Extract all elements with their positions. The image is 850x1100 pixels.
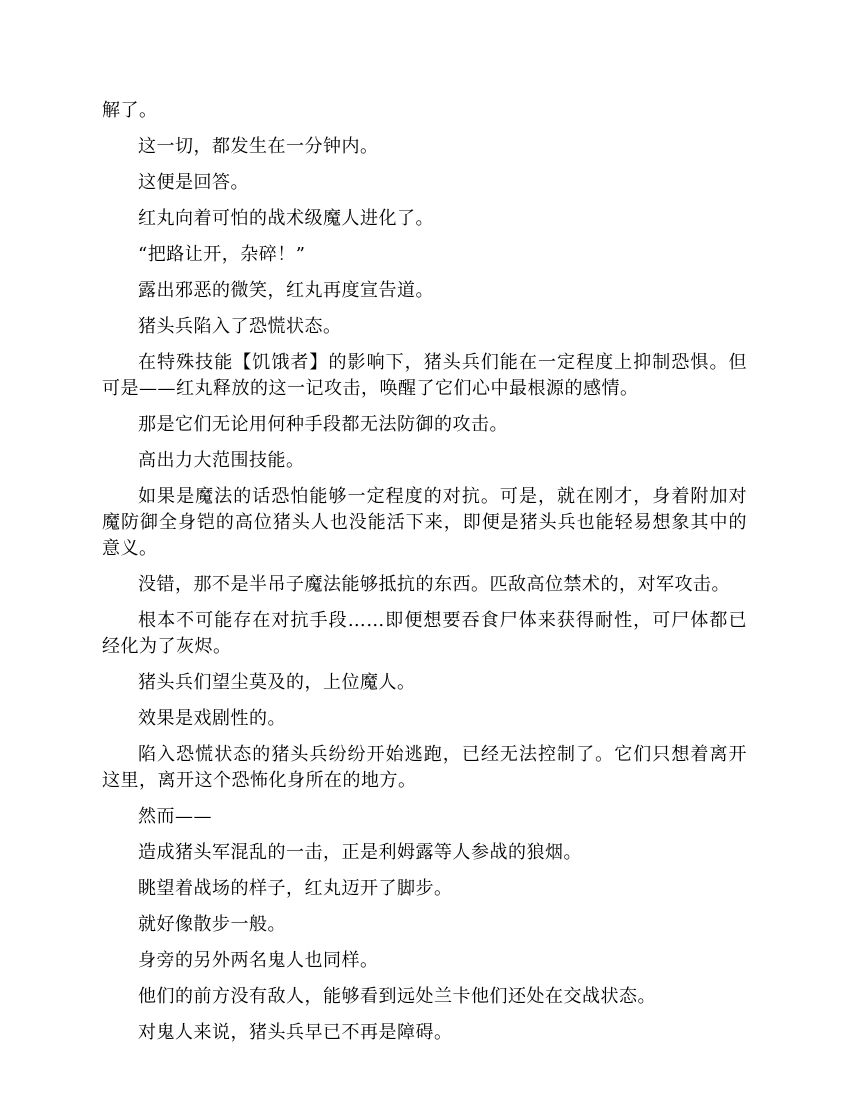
paragraph: 他们的前方没有敌人，能够看到远处兰卡他们还处在交战状态。	[138, 986, 656, 1007]
paragraph: 就好像散步一般。	[138, 914, 286, 935]
paragraph: 然而——	[138, 806, 212, 827]
paragraph: 在特殊技能【饥饿者】的影响下，猪头兵们能在一定程度上抑制恐惧。但可是——红丸释放的这一记攻击，唤醒了它们心中最根源的感情。	[102, 352, 747, 399]
paragraph: 露出邪恶的微笑，红丸再度宣告道。	[138, 280, 434, 301]
paragraph: 猪头兵们望尘莫及的，上位魔人。	[138, 672, 416, 693]
paragraph: 造成猪头军混乱的一击，正是利姆露等人参战的狼烟。	[138, 842, 582, 863]
paragraph: 对鬼人来说，猪头兵早已不再是障碍。	[138, 1022, 453, 1043]
paragraph-continued: 解了。	[102, 100, 158, 121]
paragraph: 身旁的另外两名鬼人也同样。	[138, 950, 379, 971]
paragraph: 这一切，都发生在一分钟内。	[138, 136, 379, 157]
paragraph: 陷入恐慌状态的猪头兵纷纷开始逃跑，已经无法控制了。它们只想着离开这里，离开这个恐怖化身所在的地方。	[102, 744, 747, 791]
paragraph: 那是它们无论用何种手段都无法防御的攻击。	[138, 414, 508, 435]
paragraph: 这便是回答。	[138, 172, 249, 193]
paragraph: 如果是魔法的话恐怕能够一定程度的对抗。可是，就在刚才，身着附加对魔防御全身铠的高位猪头人也没能活下来，即便是猪头兵也能轻易想象其中的意义。	[102, 486, 747, 559]
paragraph: 猪头兵陷入了恐慌状态。	[138, 316, 342, 337]
paragraph: 红丸向着可怕的战术级魔人进化了。	[138, 208, 434, 229]
paragraph: 眺望着战场的样子，红丸迈开了脚步。	[138, 878, 453, 899]
paragraph: 根本不可能存在对抗手段……即便想要吞食尸体来获得耐性，可尸体都已经化为了灰烬。	[102, 610, 747, 657]
document-page	[102, 98, 747, 1056]
paragraph: 高出力大范围技能。	[138, 450, 305, 471]
paragraph-dialogue: “把路让开，杂碎！”	[138, 244, 306, 265]
paragraph: 效果是戏剧性的。	[138, 708, 286, 729]
paragraph: 没错，那不是半吊子魔法能够抵抗的东西。匹敌高位禁术的，对军攻击。	[138, 574, 730, 595]
